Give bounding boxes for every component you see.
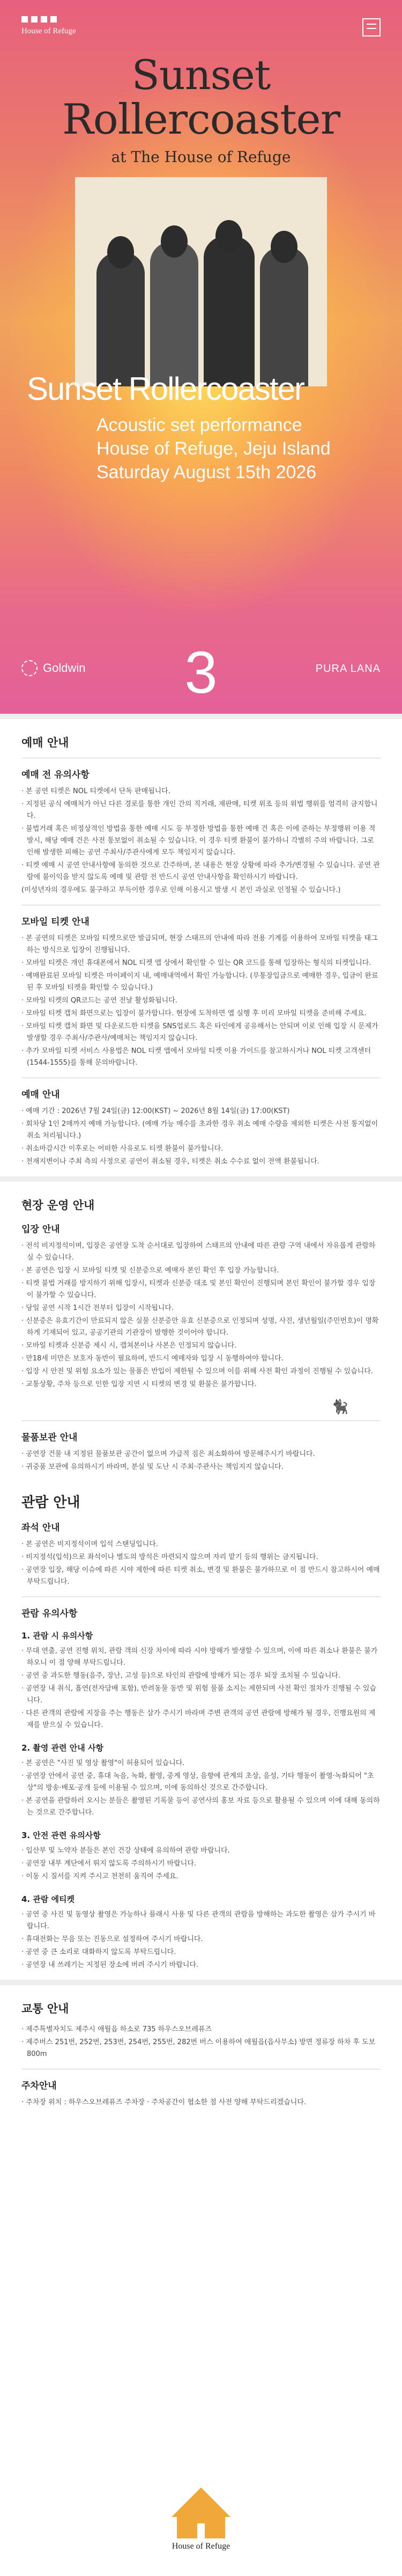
subheading: 입장 안내 bbox=[21, 1224, 60, 1235]
list-item: · 신분증은 유효기간이 만료되지 않은 실물 신분증만 유효 신분증으로 인정되며 성명, 사진, 생년월일(주민번호)이 명확하게 기재되어 있고, 공공기관의 기관장이 발행한 것이어야 합니다. bbox=[21, 1317, 379, 1337]
list-item: · 당일 공연 시작 1시간 전부터 입장이 시작됩니다. bbox=[21, 1304, 174, 1312]
list-item: · 전석 비지정석이며, 입장은 공연장 도착 순서대로 입장하여 스태프의 안내에 따른 관람 구역 내에서 자유롭게 관람하실 수 있습니다. bbox=[21, 1242, 376, 1262]
section-heading: 교통 안내 bbox=[21, 2002, 69, 2015]
list-item: · 티켓 예매 시 공연 안내사항에 동의한 것으로 간주하며, 본 내용은 현장 상황에 따라 추가/변경될 수 있습니다. 공연 관람에 불이익을 받지 않도록 예매 및 관람 전 반드시 공연 안내사항을 확인하시기 바랍니다. bbox=[21, 861, 380, 881]
list-item: · 본 공연을 관람하러 오시는 분들은 촬영된 기록물 등이 공연사의 홍보 자료 등으로 활용될 수 있으며 이에 대해 동의하는 것으로 간주합니다. bbox=[21, 1797, 380, 1817]
logo-squares-icon bbox=[21, 16, 76, 23]
list-item: · 만18세 미만은 보호자 동반이 필요하며, 반드시 예매자와 입장 시 동행하여야 합니다. bbox=[21, 1355, 284, 1363]
list-item: · 비지정석(입석)으로 좌석이나 별도의 방석은 마련되지 않으며 자리 맡기 등의 행위는 금지됩니다. bbox=[21, 1553, 318, 1561]
parking-list bbox=[21, 2097, 381, 2109]
section-heading: 관람 안내 bbox=[21, 1495, 80, 1511]
list-item: · 본 공연은 비지정석이며 입석 스탠딩입니다. bbox=[21, 1540, 158, 1548]
notes-list-4 bbox=[21, 1909, 381, 1971]
list-item: · 모바일 티켓은 개인 휴대폰에서 NOL 티켓 앱 상에서 확인할 수 있는 QR 코드를 통해 입장하는 형식의 티켓입니다. bbox=[21, 959, 371, 967]
entry-list bbox=[21, 1240, 381, 1391]
list-item: · 입장 시 안전 및 위험 요소가 있는 물품은 반입이 제한될 수 있으며 이를 위해 사전 확인 과정이 진행될 수 있습니다. bbox=[21, 1367, 374, 1375]
transport-list bbox=[21, 2024, 381, 2060]
event-details bbox=[96, 413, 331, 484]
list-item: · 본 공연의 티켓은 모바일 티켓으로만 발급되며, 현장 스태프의 안내에 따라 전용 기계를 이용하여 모바일 티켓을 태그하는 방식으로 입장이 진행됩니다. bbox=[21, 934, 378, 954]
event-detail-line: House of Refuge, Jeju Island bbox=[96, 438, 331, 459]
footer-logo-text: House of Refuge bbox=[172, 2542, 230, 2551]
subheading: 예매 안내 bbox=[21, 1089, 60, 1100]
list-item: · 주차장 위치 : 하우스오브레퓨즈 주차장 · 주차공간이 협소한 점 사전 양해 부탁드리겠습니다. bbox=[21, 2098, 307, 2106]
list-item: · 회차당 1인 2매까지 예매 가능합니다. (예매 가능 매수를 초과한 경우 취소 예매 수량을 제외한 티켓은 사전 통지없이 취소 처리됩니다.) bbox=[21, 1120, 378, 1140]
viewing-section bbox=[0, 1491, 402, 1971]
list-item: · 제주특별자치도 제주시 애월읍 하소로 735 하우스오브레퓨즈 bbox=[21, 2025, 212, 2033]
list-item: · 모바일 티켓의 QR코드는 공연 전날 활성화됩니다. bbox=[21, 997, 177, 1005]
event-detail-line: Saturday August 15th 2026 bbox=[96, 462, 317, 482]
notes-list-3 bbox=[21, 1845, 381, 1883]
list-item: · 취소마감시간 이후로는 어떠한 사유로도 티켓 환불이 불가합니다. bbox=[21, 1145, 224, 1153]
onsite-section bbox=[0, 1197, 402, 1473]
list-item: · 이동 시 질서를 지켜 주시고 천천히 움직여 주세요. bbox=[21, 1872, 178, 1880]
brand-logo bbox=[21, 16, 76, 36]
subheading: 관람 유의사항 bbox=[21, 1608, 78, 1619]
list-item: · 공연장 입장, 해당 이슈에 따른 시야 제한에 따른 티켓 취소, 변경 및 환불은 불가하므로 이 점 반드시 참고하시어 예매 부탁드립니다. bbox=[21, 1566, 380, 1586]
subheading: 좌석 안내 bbox=[21, 1523, 60, 1533]
seat-list bbox=[21, 1539, 381, 1588]
section-divider bbox=[0, 714, 402, 719]
pre-notice-list bbox=[21, 786, 381, 896]
list-item: · 공연 중 과도한 행동(음주, 장난, 고성 등)으로 타인의 관람에 방해가 되는 경우 퇴장 조치될 수 있습니다. bbox=[21, 1672, 341, 1680]
notes-list-1 bbox=[21, 1645, 381, 1731]
list-item: · 예매완료된 모바일 티켓은 마이페이지 내, 예매내역에서 확인 가능합니다. (무통장입금으로 예매한 경우, 입금이 완료된 후 모바일 티켓을 확인할 수 있습니다.) bbox=[21, 972, 378, 992]
numbered-heading: 2. 촬영 관련 안내 사항 bbox=[21, 1743, 103, 1753]
list-item: · 지정된 공식 예매처가 아닌 다른 경로를 통한 개인 간의 직거래, 재판매, 티켓 위조 등의 위법 행위를 엄격히 금지합니다. bbox=[21, 800, 378, 820]
list-item: · 공연 중 큰 소리로 대화하지 않도록 부탁드립니다. bbox=[21, 1948, 176, 1956]
sponsor-pura-lana: PURA LANA bbox=[315, 663, 381, 675]
list-item: · 다른 관객의 관람에 지장을 주는 행동은 삼가 주시기 바라며 주변 관객의 공연 관람에 방해가 될 경우, 진행요원의 제재를 받으실 수 있습니다. bbox=[21, 1709, 376, 1729]
reservation-section bbox=[0, 734, 402, 1168]
house-icon bbox=[177, 2517, 225, 2538]
list-item: (미성년자의 경우에도 불구하고 부득이한 경우로 인해 이용시고 발생 시 본인 과실로 인정될 수 있습니다.) bbox=[21, 886, 341, 894]
band-photo bbox=[75, 177, 327, 386]
menu-icon[interactable] bbox=[362, 18, 381, 36]
title-line2: Rollercoaster bbox=[62, 96, 340, 144]
list-item: · 예매 기간 : 2026년 7월 24일(금) 12:00(KST) ~ 2026년 8월 14일(금) 17:00(KST) bbox=[21, 1107, 290, 1115]
title-line1: Sunset bbox=[131, 51, 271, 99]
list-item: · 모바일 티켓 캡처 화면으로는 입장이 불가합니다. 현장에 도착하면 앱 실행 후 미리 모바일 티켓을 준비해 주세요. bbox=[21, 1009, 367, 1018]
notes-list-2 bbox=[21, 1758, 381, 1819]
logo-text: House of Refuge bbox=[21, 27, 76, 35]
performer-name: Sunset Rollercoaster bbox=[27, 371, 304, 407]
list-item: · 공연장 건물 내 지정된 물품보관 공간이 없으며 가급적 짐은 최소화하여 방문해주시기 바랍니다. bbox=[21, 1450, 315, 1458]
list-item: · 티켓 불법 거래를 방지하기 위해 입장시, 티켓과 신분증 대조 및 본인 확인이 진행되며 본인 확인이 불가할 경우 입장이 불가할 수 있습니다. bbox=[21, 1279, 376, 1299]
cat-illustration bbox=[21, 1399, 381, 1415]
list-item: · 공연장 내 쓰레기는 지정된 장소에 버려 주시기 바랍니다. bbox=[21, 1961, 199, 1969]
cat-icon: 🐈‍⬛ bbox=[331, 1399, 348, 1415]
list-item: · 교통상황, 주차 등으로 인한 입장 지연 시 티켓의 변경 및 환불은 불가합니다. bbox=[21, 1380, 257, 1388]
subheading: 예매 전 유의사항 bbox=[21, 770, 90, 780]
list-item: · 제주버스 251번, 252번, 253번, 254번, 255번, 282번 버스 이용하여 애월읍(읍사무소) 방면 정류장 하차 후 도보 800m bbox=[21, 2038, 376, 2058]
list-item: · 본 공연은 "사진 및 영상 촬영"이 허용되어 있습니다. bbox=[21, 1759, 185, 1767]
list-item: · 모바일 티켓과 신분증 제시 시, 캡쳐본이나 사본은 인정되지 않습니다. bbox=[21, 1342, 237, 1350]
list-item: · 공연장 내 취식, 흡연(전자담배 포함), 반려동물 동반 및 위험 물품 소지는 제한되며 사전 확인 절차가 진행될 수 있습니다. bbox=[21, 1685, 377, 1704]
subheading: 모바일 티켓 안내 bbox=[21, 917, 90, 927]
section-heading: 예매 안내 bbox=[21, 736, 69, 749]
list-item: · 귀중품 보관에 유의하시기 바라며, 분실 및 도난 시 주최·주관사는 책임지지 않습니다. bbox=[21, 1463, 284, 1471]
list-item: · 공연장 내부 계단에서 뛰지 않도록 주의하시기 바랍니다. bbox=[21, 1860, 197, 1868]
hero-poster bbox=[0, 0, 402, 714]
list-item: · 공연 중 사진 및 동영상 촬영은 가능하나 플래시 사용 및 다른 관객의 관람을 방해하는 과도한 촬영은 삼가 주시기 바랍니다. bbox=[21, 1911, 376, 1930]
list-item: · 추가 모바일 티켓 서비스 사용법은 NOL 티켓 앱에서 모바일 티켓 이용 가이드를 참고하시거나 NOL 티켓 고객센터(1544-1555)를 통해 문의바랍니다. bbox=[21, 1047, 371, 1067]
house-roof-icon bbox=[172, 2487, 230, 2517]
sponsor-left-label: Goldwin bbox=[43, 661, 86, 675]
notice-content bbox=[0, 714, 402, 2576]
numbered-heading: 3. 안전 관련 유의사항 bbox=[21, 1831, 101, 1840]
list-item: · 입산부 및 노약자 분들은 본인 건강 상태에 유의하여 관람 바랍니다. bbox=[21, 1847, 230, 1855]
list-item: · 본 공연 티켓은 NOL 티켓에서 단독 판매됩니다. bbox=[21, 787, 170, 795]
list-item: · 불법거래 혹은 비정상적인 방법을 통한 예매 시도 등 부정한 방법을 통한 예매 건 혹은 이에 준하는 부정행위 이용 적발시, 해당 예매 건은 사전 통보없이 취소될 수 있습니다. 이 경우 티켓 환불이 불가하니 각별히 주의 바랍니다. 그로 인해 발생한 피해는 공연 주최사/주관사에게 모두 책임지지 않습니다. bbox=[21, 825, 376, 857]
storage-list bbox=[21, 1448, 381, 1473]
list-item: · 공연장 안에서 공연 중, 휴대 녹음, 녹화, 촬영, 중계 영상, 음향에 관계의 초상, 음성, 기타 행동이 촬영·녹화되어 "초상"의 방송·배포·공개 등에 이용될 수 있으며, 이에 동의하신 것으로 간주합니다. bbox=[21, 1772, 374, 1792]
list-item: · 본 공연은 입장 시 모바일 티켓 및 신분증으로 예매자 본인 확인 후 입장 가능합니다. bbox=[21, 1267, 279, 1275]
booking-info-list bbox=[21, 1106, 381, 1168]
numbered-heading: 1. 관람 시 유의사항 bbox=[21, 1631, 93, 1641]
subheading: 물품보관 안내 bbox=[21, 1432, 78, 1443]
title-line3: at The House of Refuge bbox=[111, 148, 291, 166]
list-item: · 휴대전화는 무음 또는 진동으로 설정하여 주시기 바랍니다. bbox=[21, 1935, 203, 1943]
series-number: 3 bbox=[184, 640, 218, 706]
subheading: 주차안내 bbox=[21, 2081, 57, 2091]
footer-logo bbox=[163, 2487, 239, 2551]
transport-section bbox=[0, 2000, 402, 2109]
section-divider bbox=[0, 1176, 402, 1182]
numbered-heading: 4. 관람 에티켓 bbox=[21, 1894, 75, 1904]
list-item: · 무대 연출, 공연 진행 위치, 관람 객의 신장 차이에 따라 시야 방해가 발생할 수 있으며, 이에 따른 취소나 환불은 불가하오니 이 점 양해 부탁드립니다. bbox=[21, 1647, 378, 1667]
list-item: · 천재지변이나 주최 측의 사정으로 공연이 취소될 경우, 티켓은 취소 수수료 없이 전액 환불됩니다. bbox=[21, 1158, 319, 1166]
event-detail-line: Acoustic set performance bbox=[96, 415, 302, 435]
section-heading: 현장 운영 안내 bbox=[21, 1199, 95, 1212]
section-divider bbox=[0, 1980, 402, 1985]
list-item: · 모바일 티켓 캡처 화면 및 다운로드한 티켓을 SNS업로드 혹은 타인에게 공유해서는 안되며 이로 인해 입장 시 문제가 발생할 경우 주최사/주관사/예매처는 책임지지 않습니다. bbox=[21, 1022, 378, 1042]
mobile-ticket-list bbox=[21, 933, 381, 1069]
